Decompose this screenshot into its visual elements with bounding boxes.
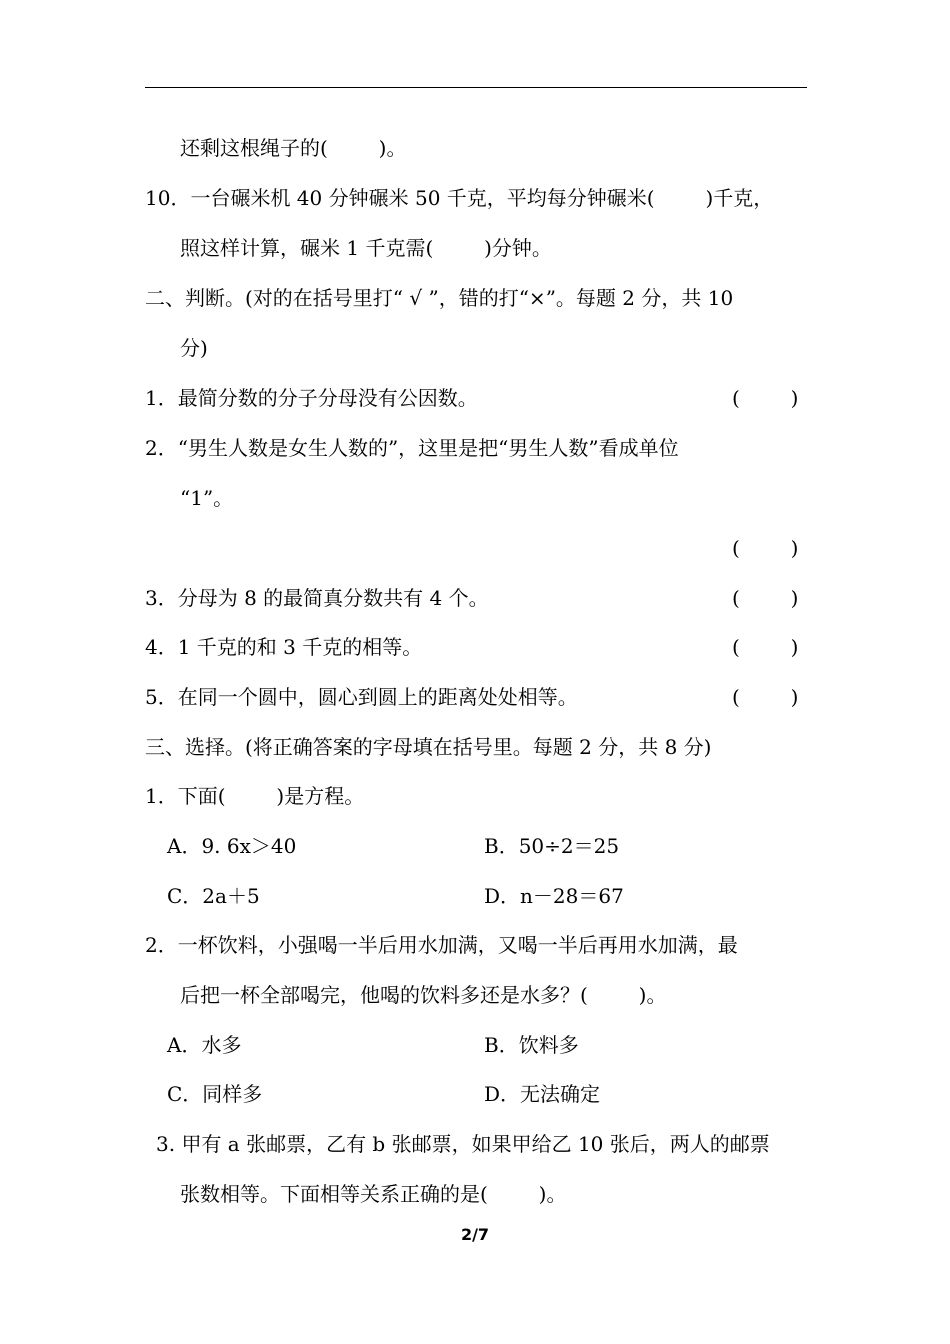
judge-question-1: 1．最简分数的分子分母没有公因数。 <box>145 386 478 410</box>
option-a: A．9. 6x＞40 <box>167 834 297 858</box>
choice-question-3: 3. 甲有 a 张邮票，乙有 b 张邮票，如果甲给乙 10 张后，两人的邮票 <box>156 1132 770 1156</box>
section-heading-judge: 二、判断。(对的在括号里打“ √ ”，错的打“×”。每题 2 分，共 10 <box>145 286 734 310</box>
choice-question-1: 1．下面( )是方程。 <box>145 784 365 808</box>
judge-question-5: 5．在同一个圆中，圆心到圆上的距离处处相等。 <box>145 685 578 709</box>
answer-bracket: ( ) <box>732 536 799 560</box>
option-c: C．同样多 <box>167 1082 263 1106</box>
choice-question-2: 2．一杯饮料，小强喝一半后用水加满，又喝一半后再用水加满，最 <box>145 933 738 957</box>
text-line: 照这样计算，碾米 1 千克需( )分钟。 <box>180 236 552 260</box>
answer-bracket: ( ) <box>732 586 799 610</box>
judge-question-2: 2．“男生人数是女生人数的”，这里是把“男生人数”看成单位 <box>145 436 679 460</box>
option-a: A．水多 <box>167 1033 242 1057</box>
text-line: 张数相等。下面相等关系正确的是( )。 <box>180 1182 567 1206</box>
text-line: 还剩这根绳子的( )。 <box>180 136 407 160</box>
option-c: C．2a＋5 <box>167 884 260 908</box>
text-line: 分) <box>180 336 208 360</box>
text-line: 后把一杯全部喝完，他喝的饮料多还是水多？( )。 <box>180 983 667 1007</box>
text-line: “1”。 <box>180 486 234 510</box>
answer-bracket: ( ) <box>732 685 799 709</box>
answer-bracket: ( ) <box>732 386 799 410</box>
judge-question-4: 4．1 千克的和 3 千克的相等。 <box>145 635 423 659</box>
page-number: 2/7 <box>460 1225 490 1244</box>
question-10: 10．一台碾米机 40 分钟碾米 50 千克，平均每分钟碾米( )千克， <box>145 186 774 210</box>
section-heading-choice: 三、选择。(将正确答案的字母填在括号里。每题 2 分，共 8 分) <box>145 735 712 759</box>
option-b: B．饮料多 <box>484 1033 579 1057</box>
option-b: B．50÷2＝25 <box>484 834 620 858</box>
judge-question-3: 3．分母为 8 的最简真分数共有 4 个。 <box>145 586 489 610</box>
header-rule <box>145 87 807 88</box>
answer-bracket: ( ) <box>732 635 799 659</box>
option-d: D．n－28＝67 <box>484 884 624 908</box>
option-d: D．无法确定 <box>484 1082 601 1106</box>
